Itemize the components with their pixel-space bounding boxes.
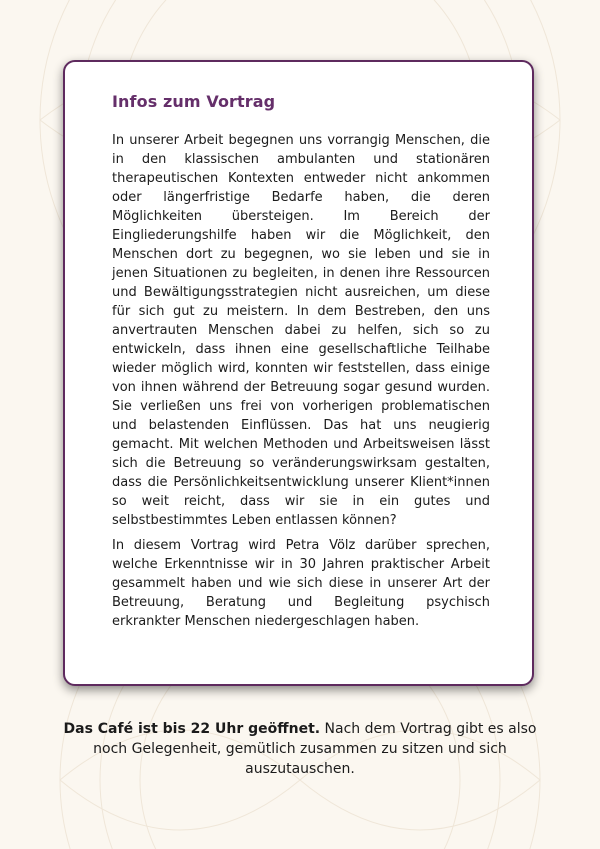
footer-note — [55, 719, 545, 779]
card-title: Infos zum Vortrag — [112, 92, 276, 111]
card-paragraph-1: In unserer Arbeit begegnen uns vorrangig Menschen, die in den klassischen ambulanten und stationären therapeutischen Kontexten entweder nicht ankommen oder längerfristige Bedarfe haben, die deren Möglichkeiten übersteigen. Im Bereich der Eingliederungshilfe haben wir die Möglichkeit, den Menschen dort zu begegnen, wo sie leben und sie in jenen Situationen zu begleiten, in denen ihre Ressourcen und Bewältigungsstrategien nicht ausreichen, um diese für sich gut zu meistern. In dem Bestreben, den uns anvertrauten Menschen dabei zu helfen, sich so zu entwickeln, dass ihnen eine gesellschaftliche Teilhabe wieder möglich wird, konnten wir feststellen, dass einige von ihnen während der Betreuung sogar gesund wurden. Sie verließen uns frei von vorherigen problematischen und belastenden Einflüssen. Das hat uns neugierig gemacht. Mit welchen Methoden und Arbeitsweisen lässt sich die Betreuung so veränderungswirksam gestalten, dass die Persönlichkeitsentwicklung unserer Klient*innen so weit reicht, dass wir sie in ein gutes und selbstbestimmtes Leben entlassen können? — [112, 133, 490, 528]
info-card — [63, 60, 534, 686]
footer-text: Nach dem Vortrag gibt es also noch Gelegenheit, gemütlich zusammen zu sitzen und sich auszutauschen. — [93, 721, 537, 777]
footer-bold-text: Das Café ist bis 22 Uhr geöffnet. — [63, 721, 321, 737]
card-paragraph-2: In diesem Vortrag wird Petra Völz darüber sprechen, welche Erkenntnisse wir in 30 Jahren praktischer Arbeit gesammelt haben und wie sich diese in unserer Art der Betreuung, Beratung und Begleitung psychisch erkrankter Menschen niedergeschlagen haben. — [112, 538, 490, 629]
